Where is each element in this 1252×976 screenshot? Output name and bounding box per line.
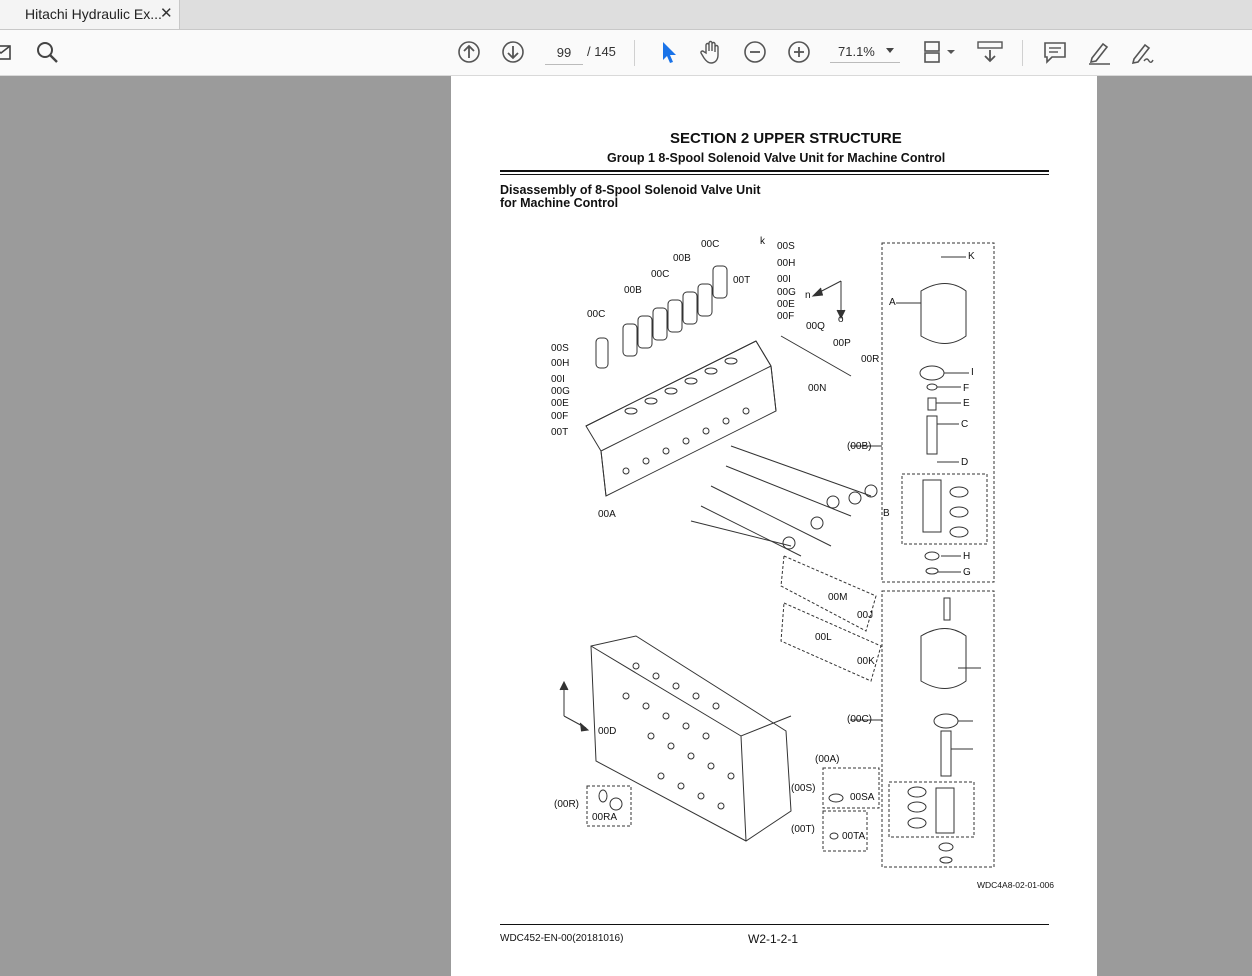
diagram-label: 00RA <box>592 812 618 823</box>
diagram-label: 00D <box>598 726 617 737</box>
diagram-label: 00C <box>701 239 720 250</box>
select-tool-icon[interactable] <box>656 39 682 65</box>
sign-icon[interactable] <box>1130 39 1156 65</box>
figure-code: WDC4A8-02-01-006 <box>977 880 1055 890</box>
diagram-label: 00F <box>551 411 569 422</box>
diagram-label: o <box>838 314 844 325</box>
footer-rule <box>500 924 1049 925</box>
diagram-label: F <box>963 383 970 394</box>
diagram-label: 00K <box>857 656 875 667</box>
diagram-label: D <box>961 457 969 468</box>
diagram-label: (00S) <box>791 783 816 794</box>
diagram-label: 00I <box>777 274 791 285</box>
diagram-label: (00R) <box>554 799 580 810</box>
valve-diagram <box>451 76 1097 976</box>
diagram-label: 00J <box>857 610 874 621</box>
diagram-label: 00T <box>733 275 751 286</box>
diagram-label: 00M <box>828 592 848 603</box>
page-total: / 145 <box>587 44 616 59</box>
highlight-icon[interactable] <box>1086 39 1112 65</box>
diagram-label: 00G <box>551 386 570 397</box>
zoom-value: 71.1% <box>838 44 875 59</box>
diagram-label: 00H <box>551 358 570 369</box>
group-title: Group 1 8-Spool Solenoid Valve Unit for Machine Control <box>607 151 946 165</box>
next-page-icon[interactable] <box>500 39 526 65</box>
diagram-label: 00R <box>861 354 880 365</box>
diagram-label: 00TA <box>842 831 866 842</box>
scroll-mode-icon[interactable] <box>976 39 1004 65</box>
mail-icon[interactable] <box>0 39 16 65</box>
diagram-label: (00B) <box>847 441 872 452</box>
diagram-label: n <box>805 290 811 301</box>
diagram-label: 00E <box>777 299 795 310</box>
diagram-label: H <box>963 551 971 562</box>
diagram-label: 00C <box>587 309 606 320</box>
diagram-label: 00E <box>551 398 569 409</box>
chevron-down-icon <box>886 48 894 53</box>
heading-line-1: Disassembly of 8-Spool Solenoid Valve Unit <box>500 183 761 197</box>
diagram-label: 00B <box>673 253 691 264</box>
diagram-label: (00T) <box>791 824 815 835</box>
diagram-label: 00F <box>777 311 795 322</box>
zoom-out-icon[interactable] <box>742 39 768 65</box>
diagram-label: G <box>963 567 971 578</box>
comment-icon[interactable] <box>1042 39 1068 65</box>
prev-page-icon[interactable] <box>456 39 482 65</box>
diagram-label: I <box>971 367 974 378</box>
diagram-label: B <box>883 508 890 519</box>
section-title: SECTION 2 UPPER STRUCTURE <box>670 130 902 147</box>
heading-line-2: for Machine Control <box>500 196 619 210</box>
diagram-label: 00S <box>777 241 795 252</box>
tab-title: Hitachi Hydraulic Ex... <box>25 6 162 22</box>
page-number-input[interactable] <box>545 40 583 65</box>
footer-page-id: W2-1-2-1 <box>748 932 799 946</box>
diagram-label: (00A) <box>815 754 840 765</box>
diagram-label: 00A <box>598 509 616 520</box>
diagram-label: 00C <box>651 269 670 280</box>
diagram-label: 00S <box>551 343 569 354</box>
document-tab[interactable] <box>0 0 180 29</box>
footer-left: WDC452-EN-00(20181016) <box>500 933 624 944</box>
close-tab-icon[interactable]: ✕ <box>160 5 173 22</box>
diagram-label: 00I <box>551 374 565 385</box>
pdf-page <box>451 76 1097 976</box>
diagram-label: k <box>760 236 765 247</box>
tab-bar <box>0 0 1252 30</box>
pdf-toolbar <box>0 30 1252 76</box>
page-fit-icon[interactable] <box>922 39 958 65</box>
diagram-label: 00Q <box>806 321 825 332</box>
diagram-label: C <box>961 419 969 430</box>
diagram-label: 00P <box>833 338 851 349</box>
search-icon[interactable] <box>34 39 60 65</box>
toolbar-divider <box>1022 40 1023 66</box>
diagram-label: 00H <box>777 258 796 269</box>
diagram-label: 00G <box>777 287 796 298</box>
diagram-label: 00B <box>624 285 642 296</box>
diagram-label: 00N <box>808 383 827 394</box>
diagram-label: K <box>968 251 975 262</box>
zoom-in-icon[interactable] <box>786 39 812 65</box>
diagram-label: E <box>963 398 970 409</box>
zoom-select[interactable] <box>830 40 900 63</box>
diagram-label: 00SA <box>850 792 875 803</box>
diagram-label: 00T <box>551 427 569 438</box>
diagram-label: 00L <box>815 632 832 643</box>
diagram-label: (00C) <box>847 714 873 725</box>
hand-tool-icon[interactable] <box>698 39 724 65</box>
diagram-label: A <box>889 297 896 308</box>
toolbar-divider <box>634 40 635 66</box>
